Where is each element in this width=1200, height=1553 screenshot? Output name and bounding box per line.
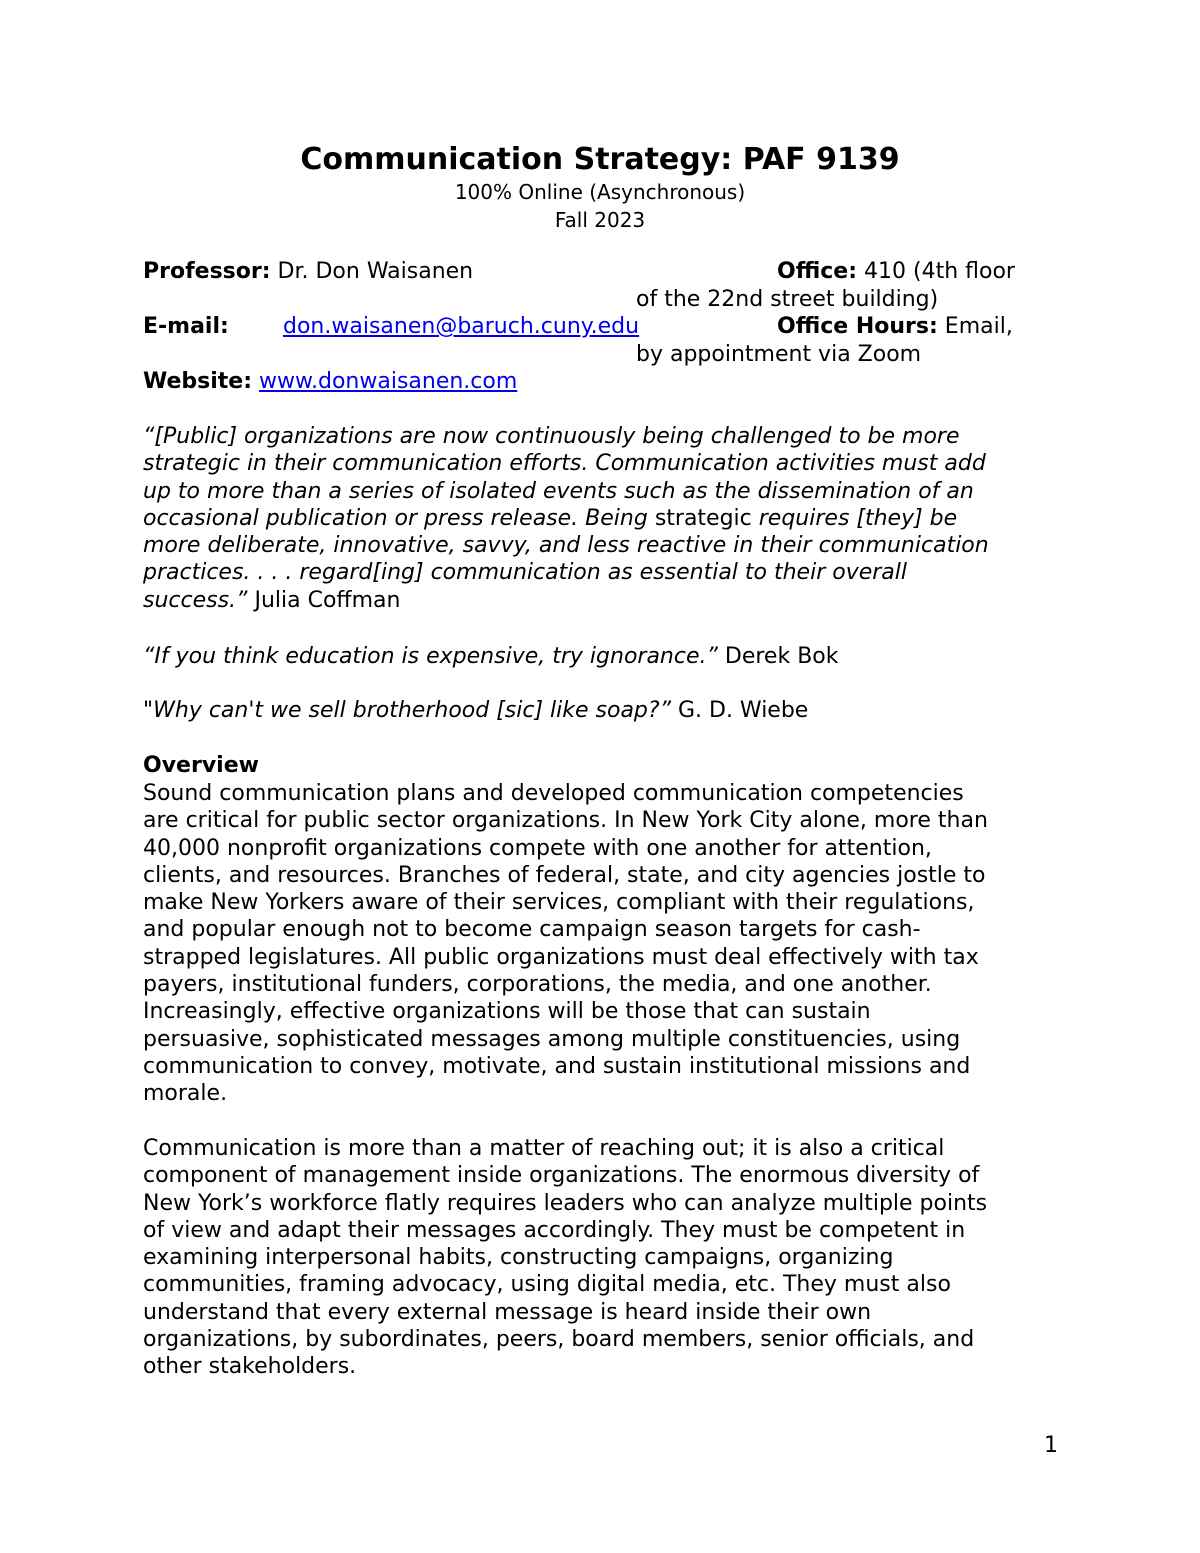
office-label: Office: <box>777 259 857 284</box>
quote-line: up to more than a series of isolated events such as the dissemination of an <box>143 478 974 504</box>
hours-value: Email, <box>944 314 1013 339</box>
paragraph-line: communication to convey, motivate, and sustain institutional missions and <box>143 1053 971 1079</box>
quote-author: Julia Coffman <box>254 587 401 613</box>
overview-heading: Overview <box>143 753 259 778</box>
wiebe-quote <box>143 697 1063 724</box>
paragraph-line: Sound communication plans and developed communication competencies <box>143 781 964 806</box>
website-label: Website: <box>143 369 253 394</box>
quote-fragment: occasional publication or press release. Being <box>143 505 648 531</box>
office-value: 410 (4th floor <box>864 259 1015 284</box>
quote-line <box>143 587 1063 614</box>
professor-row <box>143 258 473 286</box>
quote-fragment-upright: strategic <box>654 505 752 531</box>
paragraph-line: examining interpersonal habits, constructing campaigns, organizing <box>143 1245 894 1271</box>
website-link[interactable]: www.donwaisanen.com <box>259 369 518 394</box>
course-term: Fall 2023 <box>554 208 646 232</box>
paragraph-line: communities, framing advocacy, using digital media, etc. They must also <box>143 1272 951 1298</box>
overview-paragraph-2 <box>143 1135 1063 1381</box>
email-label: E-mail: <box>143 314 229 339</box>
quote-line: more deliberate, innovative, savvy, and less reactive in their communication <box>143 533 989 559</box>
paragraph-line: strapped legislatures. All public organizations must deal effectively with tax <box>143 944 979 970</box>
paragraph-line: make New Yorkers aware of their services, compliant with their regulations, <box>143 890 975 916</box>
quote-line: strategic in their communication efforts. Communication activities must add <box>143 451 986 477</box>
paragraph-line: clients, and resources. Branches of federal, state, and city agencies jostle to <box>143 862 986 888</box>
paragraph-line: 40,000 nonprofit organizations compete with one another for attention, <box>143 835 932 861</box>
paragraph-line: other stakeholders. <box>143 1354 357 1380</box>
paragraph-line: understand that every external message is heard inside their own <box>143 1299 872 1325</box>
professor-value: Dr. Don Waisanen <box>277 259 474 284</box>
email-link[interactable]: don.waisanen@baruch.cuny.edu <box>283 314 640 339</box>
quote-open-mark: " <box>143 698 154 723</box>
quote-fragment: requires [they] be <box>758 505 958 531</box>
website-row <box>143 368 517 396</box>
quote-text: “If you think education is expensive, try ignorance.” <box>143 644 718 669</box>
paragraph-line: Increasingly, effective organizations will be those that can sustain <box>143 999 871 1025</box>
quote-fragment: success.” <box>143 587 248 613</box>
course-format: 100% Online (Asynchronous) <box>454 180 746 204</box>
office-row <box>777 258 1015 286</box>
overview-paragraph-1 <box>143 780 1063 1108</box>
coffman-quote <box>143 423 1063 614</box>
paragraph-line: New York’s workforce flatly requires leaders who can analyze multiple points <box>143 1190 988 1216</box>
paragraph-line: payers, institutional funders, corporations, the media, and one another. <box>143 972 932 998</box>
office-value-cont: of the 22nd street building) <box>636 287 939 312</box>
quote-author: G. D. Wiebe <box>677 698 809 723</box>
quote-line: practices. . . . regard[ing] communication as essential to their overall <box>143 560 908 586</box>
paragraph-line: component of management inside organizations. The enormous diversity of <box>143 1163 980 1189</box>
paragraph-line: organizations, by subordinates, peers, board members, senior officials, and <box>143 1327 975 1353</box>
paragraph-line: are critical for public sector organizations. In New York City alone, more than <box>143 808 988 834</box>
quote-author: Derek Bok <box>724 644 839 669</box>
quote-text: Why can't we sell brotherhood [sic] like soap?” <box>153 698 671 723</box>
page-title: Communication Strategy: PAF 9139 <box>300 142 900 177</box>
bok-quote <box>143 643 1063 670</box>
paragraph-line: morale. <box>143 1081 228 1107</box>
hours-value-cont: by appointment via Zoom <box>636 342 922 367</box>
quote-line <box>143 697 1063 724</box>
professor-label: Professor: <box>143 259 271 284</box>
paragraph-line: Communication is more than a matter of reaching out; it is also a critical <box>143 1136 945 1161</box>
paragraph-line: of view and adapt their messages accordingly. They must be competent in <box>143 1217 966 1243</box>
hours-label: Office Hours: <box>777 314 938 339</box>
quote-line <box>143 643 1063 670</box>
page-number: 1 <box>1044 1433 1058 1458</box>
quote-line: “[Public] organizations are now continuously being challenged to be more <box>143 424 960 449</box>
paragraph-line: persuasive, sophisticated messages among multiple constituencies, using <box>143 1026 961 1052</box>
quote-line <box>143 505 1063 532</box>
hours-row <box>777 313 1013 341</box>
paragraph-line: and popular enough not to become campaign season targets for cash- <box>143 917 921 943</box>
